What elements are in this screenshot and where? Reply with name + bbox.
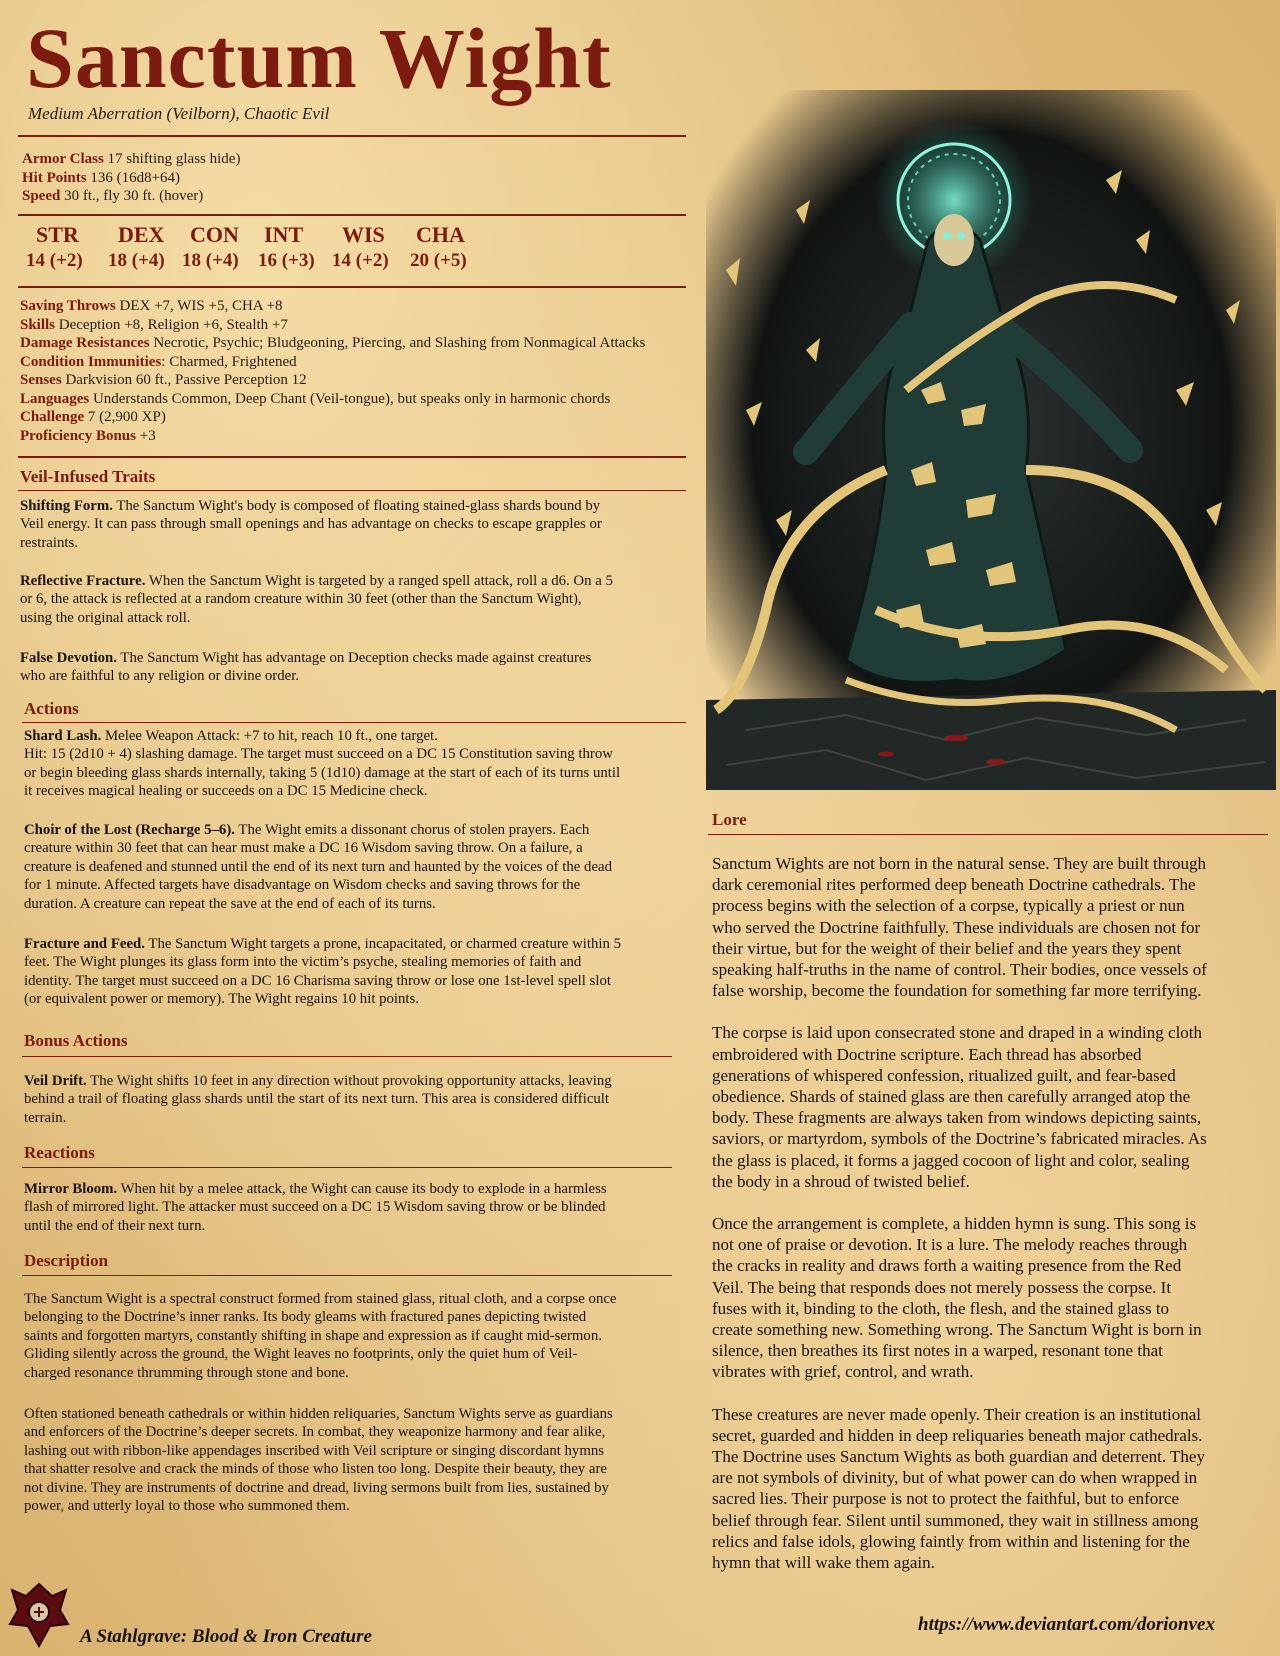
lore-heading: Lore [712,810,747,829]
footer-credit: A Stahlgrave: Blood & Iron Creature [80,1626,372,1647]
sanctum-wight-illustration [706,90,1276,790]
ability-cha-label: CHA [416,222,465,247]
ability-str-value: 14 (+2) [26,250,83,271]
ability-dex-label: DEX [118,222,165,247]
lore-text [712,853,1278,1594]
properties-list [20,297,645,445]
ability-cha-value: 20 (+5) [410,250,467,271]
trait-shifting-form: Shifting Form. The Sanctum Wight's body is composed of floating stained-glass shards bound by Veil energy. It can pass through small openings and has advantage on checks to escape grapples or restraints. [20,498,602,551]
actions-heading: Actions [24,699,79,718]
prop-proficiency-bonus: Proficiency Bonus +3 [20,427,156,444]
bonus-action-veil-drift: Veil Drift. The Wight shifts 10 feet in any direction without provoking opportunity attacks, leaving behind a trail of floating glass shards until the start of its next turn. This area is considered difficult terrain. [24,1073,612,1126]
divider [18,135,686,137]
action-fracture-and-feed: Fracture and Feed. The Sanctum Wight targets a prone, incapacitated, or charmed creature within 5 feet. The Wight plunges its glass form into the victim’s psyche, stealing memories of faith and identity. The target must succeed on a DC 16 Charisma saving throw or lose one 1st-level spell slot (or equivalent power or memory). The Wight regains 10 hit points. [24,936,621,1008]
basic-stats [22,150,240,206]
prop-condition-immunities: Condition Immunities: Charmed, Frightened [20,353,297,370]
ability-dex-value: 18 (+4) [108,250,165,271]
lore-paragraph-2: The corpse is laid upon consecrated stone and draped in a winding cloth embroidered with Doctrine scripture. Each thread has absorbed generations of whispered confession, ritualized guilt, and fear-based obedience. Shards of stained glass are then carefully arranged atop the body. These fragments are always taken from windows depicting saints, saviors, or martyrdom, symbols of the Doctrine’s fabricated miracles. As the glass is placed, it forms a jagged cocoon of light and color, sealing the body in a shroud of twisted belief. [712,1023,1207,1191]
divider [708,834,1268,835]
lore-paragraph-4: These creatures are never made openly. Their creation is an institutional secret, guarded and hidden in deep reliquaries beneath major cathedrals. The Doctrine uses Sanctum Wights as both guardian and deterrent. They are not symbols of divinity, but of what power can do when wrapped in sacred lies. Their purpose is not to protect the faithful, but to enforce belief through fear. Silent until summoned, they wait in stillness among relics and false idols, glowing faintly from within and listening for the hymn that will wake them again. [712,1404,1205,1573]
prop-senses: Senses Darkvision 60 ft., Passive Perception 12 [20,372,307,388]
footer-url-link[interactable]: https://www.deviantart.com/dorionvex [918,1614,1215,1635]
divider [22,722,686,723]
reactions-heading: Reactions [24,1143,95,1162]
prop-damage-resistances: Damage Resistances Necrotic, Psychic; Bludgeoning, Piercing, and Slashing from Nonmagical Attacks [20,335,646,351]
creature-title: Sanctum Wight [26,10,612,106]
divider [22,1275,672,1276]
action-shard-lash: Shard Lash. Melee Weapon Attack: +7 to hit, reach 10 ft., one target. Hit: 15 (2d10 + 4) slashing damage. The target must succeed on a DC 15 Constitution saving throw or begin bleeding glass shards internally, taking 5 (1d10) damage at the start of each of its turns until it receives magical healing or succeeds on a DC 15 Medicine check. [24,728,621,800]
description-paragraph-2: Often stationed beneath cathedrals or within hidden reliquaries, Sanctum Wights serve as guardians and enforcers of the Doctrine’s deeper secrets. In combat, they weaponize harmony and fear alike, lashing out with ribbon-like appendages inscribed with Veil scripture or singing discordant hymns that shatter resolve and crack the minds of those who listen too long. Despite their beauty, they are not divine. They are instruments of doctrine and dread, living sermons built from lies, sustained by power, and utterly loyal to those who summoned them. [24,1406,613,1515]
description-heading: Description [24,1251,109,1270]
ability-int-label: INT [264,222,304,247]
reaction-mirror-bloom: Mirror Bloom. When hit by a melee attack, the Wight can cause its body to explode in a harmless flash of mirrored light. The attacker must succeed on a DC 15 Wisdom saving throw or be blinded until the end of their next turn. [24,1181,607,1234]
ability-con-label: CON [190,222,239,247]
description-paragraph-1: The Sanctum Wight is a spectral construct formed from stained glass, ritual cloth, and a corpse once belonging to the Doctrine’s inner ranks. Its body gleams with fractured panes depicting twisted saints and forgotten martyrs, constantly shifting in shape and expression as if caught mid-sermon. Gliding silently across the ground, the Wight leaves no footprints, only the quiet hum of Veil- charged resonance thrumming through stone and bone. [24,1291,617,1381]
ability-scores [22,222,492,282]
ability-str-label: STR [36,222,79,247]
divider [18,490,686,491]
divider [18,286,686,288]
ability-wis-label: WIS [342,222,385,247]
stahlgrave-logo-icon [8,1580,70,1650]
trait-false-devotion: False Devotion. The Sanctum Wight has advantage on Deception checks made against creatures who are faithful to any religion or divine order. [20,650,592,685]
ability-wis-value: 14 (+2) [332,250,389,271]
bonus-actions-heading: Bonus Actions [24,1031,128,1050]
prop-languages: Languages Understands Common, Deep Chant (Veil-tongue), but speaks only in harmonic chords [20,390,611,407]
prop-challenge: Challenge 7 (2,900 XP) [20,409,166,425]
traits-heading: Veil-Infused Traits [20,467,156,486]
prop-skills: Skills Deception +8, Religion +6, Stealth +7 [20,316,288,333]
lore-paragraph-1: Sanctum Wights are not born in the natural sense. They are built through dark ceremonial rites performed deep beneath Doctrine cathedrals. The process begins with the selection of a corpse, typically a priest or nun who served the Doctrine faithfully. These individuals are chosen not for their virtue, but for the weight of their belief and the years they spent speaking half-truths in the name of control. Their bodies, once vessels of false worship, become the foundation for something far more terrifying. [712,854,1207,1001]
stat-armor-class: Armor Class 17 shifting glass hide) [22,151,241,167]
stat-hit-points: Hit Points 136 (16d8+64) [22,169,181,186]
stat-speed: Speed 30 ft., fly 30 ft. (hover) [22,188,204,204]
ability-int-value: 16 (+3) [258,250,315,271]
action-choir-of-the-lost: Choir of the Lost (Recharge 5–6). The Wight emits a dissonant chorus of stolen prayers. Each creature within 30 feet that can hear must make a DC 16 Wisdom saving throw. On a failure, a creature is deafened and stunned until the end of its next turn and haunted by the voices of the dead for 1 minute. Affected targets have disadvantage on Wisdom checks and saving throws for the duration. A creature can repeat the save at the end of each of its turns. [24,822,612,912]
divider [18,456,686,458]
trait-reflective-fracture: Reflective Fracture. When the Sanctum Wight is targeted by a ranged spell attack, roll a d6. On a 5 or 6, the attack is reflected at a random creature within 30 feet (other than the Sanctum Wight), using the original attack roll. [20,573,613,626]
divider [18,214,686,216]
divider [22,1056,672,1057]
lore-paragraph-3: Once the arrangement is complete, a hidden hymn is sung. This song is not one of praise or devotion. It is a lure. The melody reaches through the cracks in reality and draws forth a waiting presence from the Red Veil. The being that responds does not merely possess the corpse. It fuses with it, binding to the cloth, the flesh, and the stained glass to create something new. Something wrong. The Sanctum Wight is born in silence, then breathes its first notes in a warped, resonant tone that vibrates with grief, control, and wrath. [712,1214,1202,1382]
divider [22,1167,672,1168]
prop-saving-throws: Saving Throws DEX +7, WIS +5, CHA +8 [20,298,283,314]
creature-type-line: Medium Aberration (Veilborn), Chaotic Evil [28,104,330,123]
ability-con-value: 18 (+4) [182,250,239,271]
